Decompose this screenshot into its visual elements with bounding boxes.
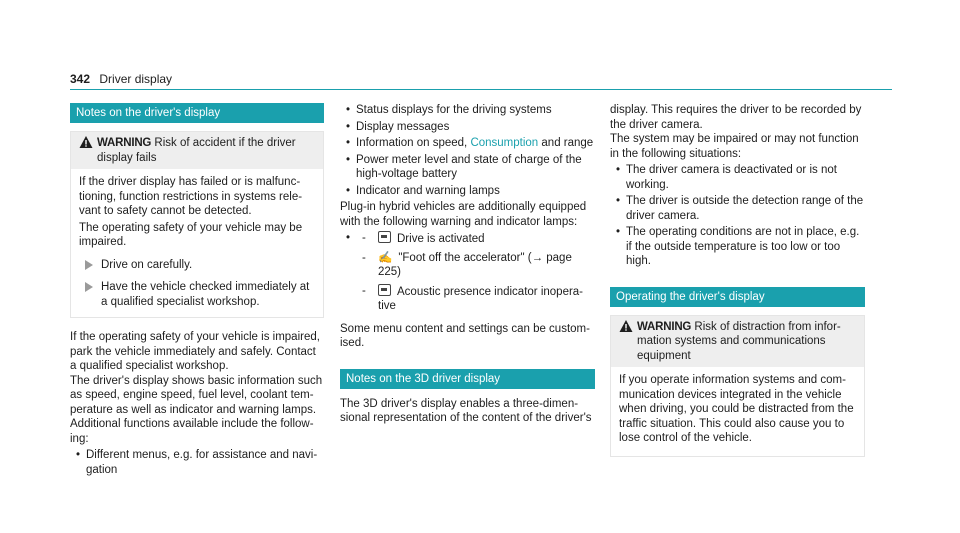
- list-item: • The driver is outside the detection range of the driver camera.: [616, 195, 864, 222]
- warning-title: Risk of distraction from infor-mation systems and communications equipment: [637, 320, 841, 362]
- action-arrow-icon: [85, 282, 93, 292]
- paragraph-impaired: If the operating safety of your vehicle is impaired, park the vehicle immediately and safely. Contact a qualified specialist workshop.: [70, 331, 320, 372]
- list-item-text: The driver camera is deactivated or is not working.: [626, 164, 837, 191]
- dash-list: [356, 231, 595, 314]
- section-heading-notes-display: Notes on the driver's display: [70, 103, 324, 123]
- warning-header: [71, 132, 323, 169]
- warning-triangle-icon: [79, 135, 93, 149]
- action-arrow-icon: [85, 260, 93, 270]
- paragraph-basic-info: The driver's display shows basic information such as speed, engine speed, fuel level, coolant tem-perature as well as indicator and warning lamps.: [70, 374, 323, 416]
- header-divider: [70, 89, 892, 90]
- list-item: • The operating conditions are not in place, e.g. if the outside temperature is too low or too high.: [616, 226, 860, 267]
- list-item-text: The operating conditions are not in place, e.g. if the outside temperature is too low or too high.: [626, 226, 860, 267]
- list-item-text: Different menus, e.g. for assistance and navi-gation: [86, 449, 318, 476]
- consumption-link[interactable]: Consumption: [470, 137, 539, 149]
- dash-item-text: "Foot off the accelerator" (→ page 225): [378, 251, 572, 278]
- list-item: • Indicator and warning lamps: [346, 184, 500, 197]
- list-item-text: The driver is outside the detection range of the driver camera.: [626, 195, 864, 222]
- column-1: [70, 103, 324, 479]
- warning-text-2: The operating safety of your vehicle may be impaired.: [79, 221, 303, 248]
- list-item-text: Status displays for the driving systems: [356, 104, 552, 116]
- list-item-text: Information on speed,: [356, 137, 471, 149]
- action-step-text: Drive on carefully.: [101, 258, 193, 271]
- action-step-1: [79, 258, 315, 273]
- column-2: [340, 103, 595, 426]
- warning-box-accident: [70, 131, 324, 318]
- warning-text-1: If the driver display has failed or is malfunc-tioning, function restrictions in systems rele-vant to safety cannot be detected.: [79, 176, 303, 217]
- list-item-text: and range: [538, 137, 594, 149]
- acoustic-presence-off-icon: [378, 284, 391, 296]
- dash-item: - Acoustic presence indicator inopera-tive: [362, 284, 584, 312]
- paragraph-hybrid: Plug-in hybrid vehicles are additionally equipped with the following warning and indicator lamps:: [340, 201, 587, 228]
- warning-label: WARNING: [97, 137, 152, 149]
- warning-title: Risk of accident if the driver display fails: [97, 137, 296, 164]
- paragraph-menu: Some menu content and settings can be custom-ised.: [340, 322, 590, 349]
- ready-indicator-icon: [378, 231, 391, 243]
- foot-off-accelerator-icon: ✍: [378, 251, 393, 264]
- warning-body: [71, 169, 323, 317]
- action-step-text: Have the vehicle checked immediately at a qualified specialist workshop.: [101, 281, 310, 308]
- warning-triangle-icon: [619, 319, 633, 333]
- paragraph-3d: The 3D driver's display enables a three-dimen-sional representation of the content of the driver's: [340, 397, 592, 424]
- list-item: • Information on speed, Consumption and range: [346, 137, 594, 149]
- list-item-text: Indicator and warning lamps: [356, 184, 500, 197]
- bullet-list: [70, 448, 324, 477]
- list-item-text: Power meter level and state of charge of the high-voltage battery: [356, 153, 582, 180]
- list-item: • Power meter level and state of charge of the high-voltage battery: [346, 153, 582, 180]
- dash-item: - ✍ "Foot off the accelerator" (→ page 225): [362, 251, 572, 278]
- paragraph-additional: Additional functions available include the follow-ing:: [70, 418, 314, 445]
- dash-item-text: Acoustic presence indicator inopera-tive: [378, 285, 584, 312]
- paragraph-impaired-situations: The system may be impaired or may not function in the following situations:: [610, 133, 859, 160]
- list-item: • - Drive is activated - ✍ "Foot off the accelerator" (→ page 225) - Acoustic presence indicator inopera-tive: [340, 231, 595, 314]
- warning-box-distraction: [610, 315, 865, 457]
- column-3: [610, 103, 865, 469]
- dash-item-text: Drive is activated: [397, 233, 485, 245]
- warning-label: WARNING: [637, 320, 692, 333]
- list-item: • The driver camera is deactivated or is not working.: [616, 164, 837, 191]
- list-item: • Status displays for the driving systems: [346, 104, 552, 116]
- paragraph-display-camera: display. This requires the driver to be recorded by the driver camera.: [610, 104, 862, 131]
- hybrid-lamp-list: [340, 231, 595, 314]
- list-item: • Different menus, e.g. for assistance and navi-gation: [76, 449, 318, 476]
- list-item: • Display messages: [346, 120, 450, 133]
- page-header: [70, 72, 172, 86]
- page-title: Driver display: [99, 72, 173, 86]
- bullet-list: [610, 163, 865, 269]
- warning-text: If you operate information systems and com-munication devices integrated in the vehicle when driving, you could be distracted from the traffic situation. This could also cause you to lose control of the vehicle.: [619, 374, 854, 444]
- warning-header: [611, 316, 864, 368]
- section-heading-operating-display: Operating the driver's display: [610, 287, 865, 307]
- list-item-text: Display messages: [356, 120, 450, 133]
- action-step-2: [79, 280, 315, 309]
- bullet-list: [340, 103, 595, 198]
- section-heading-3d-display: Notes on the 3D driver display: [340, 369, 595, 389]
- dash-item: - Drive is activated: [362, 232, 485, 245]
- warning-body: [611, 367, 864, 456]
- page-number: 342: [70, 72, 91, 86]
